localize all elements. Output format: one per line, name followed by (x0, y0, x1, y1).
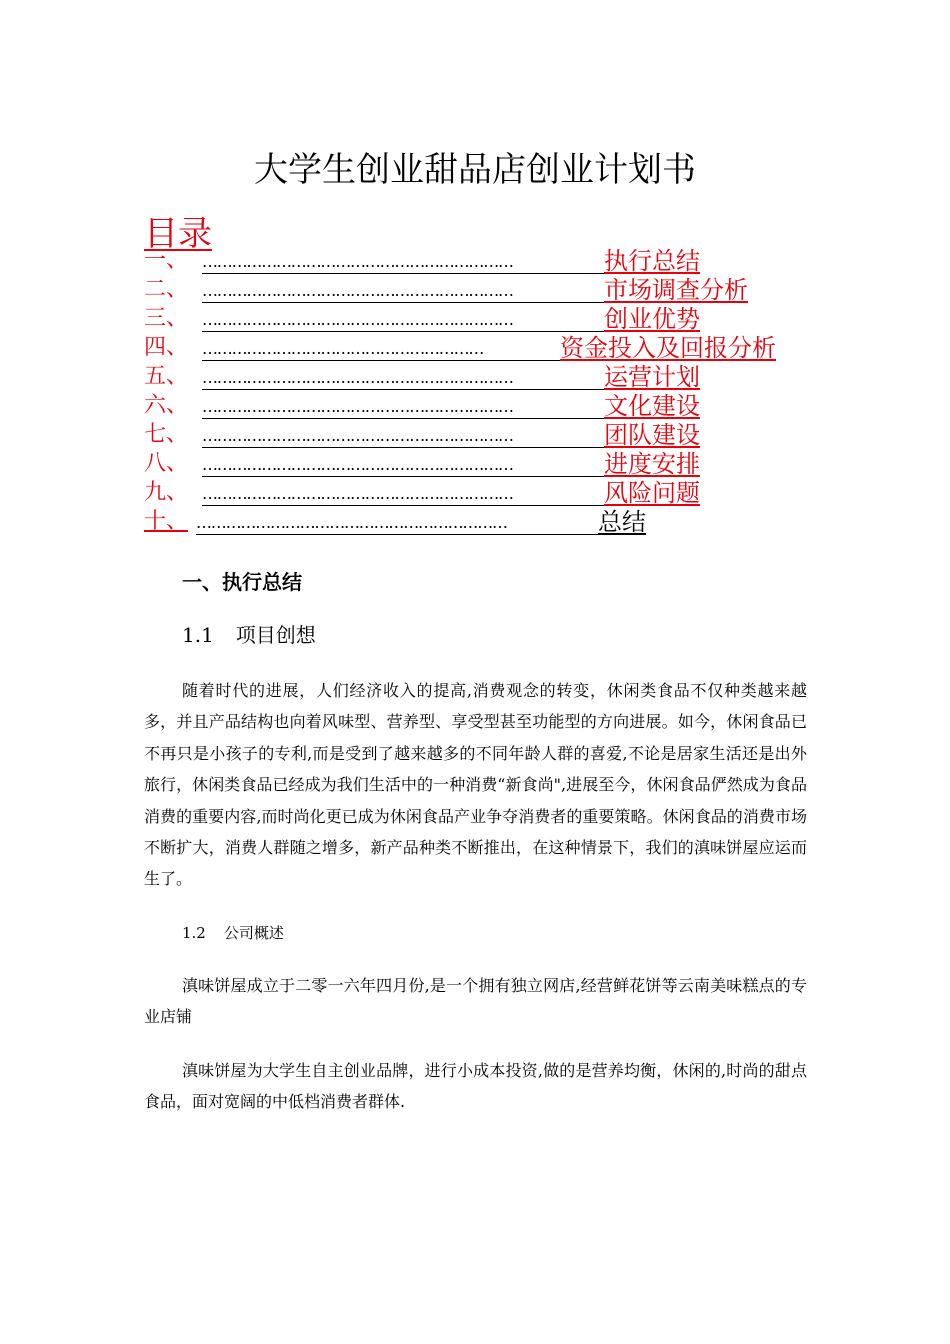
toc-leader-dots: ……………………………………………………… (202, 309, 604, 332)
document-title: 大学生创业甜品店创业计划书 (254, 150, 696, 190)
paragraph-company-overview-2: 滇味饼屋为大学生自主创业品牌，进行小成本投资,做的是营养均衡，休闲的,时尚的甜点食品，面对宽阔的中低档消费者群体. (144, 1061, 807, 1112)
toc-item-number: 六、 (144, 393, 189, 418)
toc-leader-dots: ……………………………………………………… (202, 251, 604, 274)
toc-item-link[interactable]: 运营计划 (604, 363, 700, 391)
toc-item-number: 二、 (144, 277, 189, 302)
toc-item-6[interactable] (144, 390, 700, 419)
toc-item-3[interactable] (144, 303, 700, 332)
toc-item-9[interactable] (144, 477, 700, 506)
toc-item-number: 九、 (144, 480, 189, 505)
subsection-number: 1.2 (182, 924, 206, 942)
toc-leader-dots: ………………………………………………… (202, 338, 560, 361)
subsection-heading (182, 922, 284, 943)
toc-item-number: 八、 (144, 451, 189, 476)
toc-item-8[interactable] (144, 448, 700, 477)
toc-heading: 目录 (144, 214, 212, 254)
subsection-number: 1.1 (182, 623, 214, 647)
toc-item-link[interactable]: 创业优势 (604, 305, 700, 333)
toc-item-number: 十、 (144, 509, 189, 534)
toc-item-10[interactable] (144, 506, 646, 535)
paragraph-company-overview-1: 滇味饼屋成立于二零一六年四月份,是一个拥有独立网店,经营鲜花饼等云南美味糕点的专业店铺 (144, 976, 807, 1027)
toc-item-5[interactable] (144, 361, 700, 390)
toc-item-1[interactable] (144, 245, 700, 274)
subsection-heading (182, 619, 316, 648)
toc-item-number: 四、 (144, 335, 189, 360)
subsection-title: 项目创想 (235, 623, 316, 647)
section-heading: 一、执行总结 (182, 570, 302, 594)
toc-item-2[interactable] (144, 274, 748, 303)
paragraph-project-idea: 随着时代的进展，人们经济收入的提高,消费观念的转变，休闲类食品不仅种类越来越多，并且产品结构也向着风味型、营养型、享受型甚至功能型的方向进展。如今，休闲食品已不再只是小孩子的专利,而是受到了越来越多的不同年龄人群的喜爱,不论是居家生活还是出外旅行，休闲类食品已经成为我们生活中的一种消费“新食尚",进展至今，休闲食品俨然成为食品消费的重要内容,而时尚化更已成为休闲食品产业争夺消费者的重要策略。休闲食品的消费市场不断扩大，消费人群随之增多，新产品种类不断推出，在这种情景下，我们的滇味饼屋应运而生了。 (144, 681, 807, 889)
toc-leader-dots: ……………………………………………………… (202, 280, 604, 303)
subsection-title: 公司概述 (223, 924, 284, 942)
toc-item-number: 七、 (144, 422, 189, 447)
toc-item-4[interactable] (144, 332, 776, 361)
toc-item-link[interactable]: 进度安排 (604, 450, 700, 478)
toc-item-link[interactable]: 资金投入及回报分析 (560, 334, 776, 362)
toc-leader-dots: ……………………………………………………… (202, 367, 604, 390)
toc-item-7[interactable] (144, 419, 700, 448)
toc-item-number: 三、 (144, 306, 189, 331)
toc-item-link[interactable]: 团队建设 (604, 421, 700, 449)
toc-item-link[interactable]: 市场调查分析 (604, 276, 748, 304)
toc-leader-dots: ……………………………………………………… (196, 512, 598, 535)
toc-item-number: 一、 (144, 248, 189, 273)
toc-leader-dots: ……………………………………………………… (202, 425, 604, 448)
toc-item-link[interactable]: 风险问题 (604, 479, 700, 507)
toc-item-link[interactable]: 执行总结 (604, 247, 700, 275)
toc-item-number: 五、 (144, 364, 189, 389)
toc-leader-dots: ……………………………………………………… (202, 483, 604, 506)
toc-leader-dots: ……………………………………………………… (202, 454, 604, 477)
toc-leader-dots: ……………………………………………………… (202, 396, 604, 419)
toc-item-link[interactable]: 文化建设 (604, 392, 700, 420)
toc-item-link[interactable]: 总结 (598, 508, 646, 536)
